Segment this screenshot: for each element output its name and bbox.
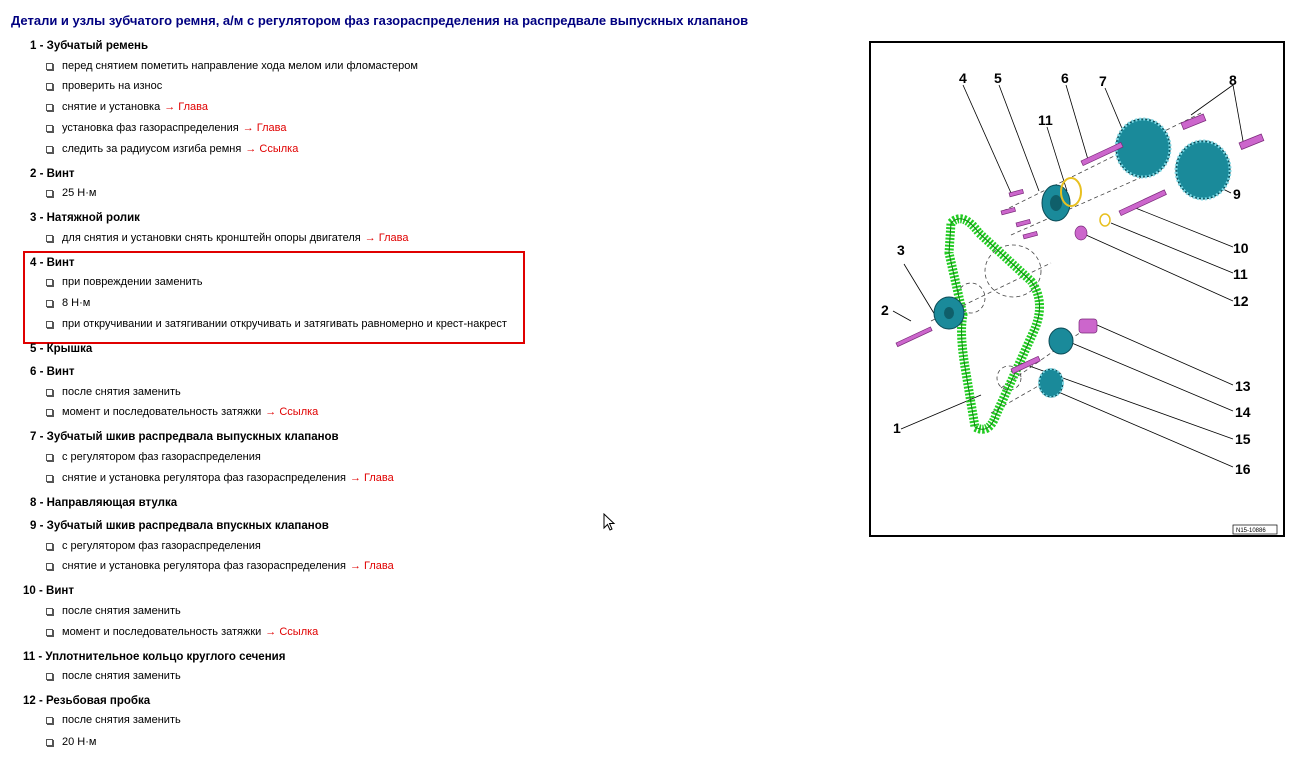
item-text: для снятия и установки снять кронштейн опоры двигателя xyxy=(62,232,361,244)
checkbox-bullet-icon xyxy=(46,83,53,90)
callout-3: 3 xyxy=(897,242,905,258)
part-heading: 12 - Резьбовая пробка xyxy=(23,695,151,707)
link-arrow-icon: → xyxy=(164,101,176,113)
list-item xyxy=(46,540,261,552)
link-arrow-icon: → xyxy=(245,143,257,155)
reference-link[interactable] xyxy=(265,406,318,418)
list-item xyxy=(46,143,298,155)
list-item xyxy=(46,736,96,748)
bolt xyxy=(1023,231,1038,238)
list-item xyxy=(46,386,181,398)
callout-2: 2 xyxy=(881,302,889,318)
part-heading: 2 - Винт xyxy=(30,168,75,180)
checkbox-bullet-icon xyxy=(46,739,53,746)
item-text: снятие и установка регулятора фаз газораспределения xyxy=(62,560,346,572)
sleeve xyxy=(1079,319,1097,333)
callout-12: 12 xyxy=(1233,293,1249,309)
list-item xyxy=(46,605,181,617)
checkbox-bullet-icon xyxy=(46,673,53,680)
item-text: после снятия заменить xyxy=(62,386,181,398)
link-label: Глава xyxy=(178,101,208,113)
checkbox-bullet-icon xyxy=(46,104,53,111)
part-heading: 9 - Зубчатый шкив распредвала впускных клапанов xyxy=(30,520,329,532)
link-label: Ссылка xyxy=(279,626,319,638)
leader-line xyxy=(1067,341,1233,411)
link-arrow-icon: → xyxy=(349,560,361,572)
part-heading: 11 - Уплотнительное кольцо круглого сечения xyxy=(23,651,286,663)
item-text: после снятия заменить xyxy=(62,605,181,617)
leader-line xyxy=(1097,325,1233,385)
checkbox-bullet-icon xyxy=(46,279,53,286)
callout-9: 9 xyxy=(1233,186,1241,202)
chapter-link[interactable] xyxy=(350,472,394,484)
callout-14: 14 xyxy=(1235,404,1251,420)
checkbox-bullet-icon xyxy=(46,235,53,242)
reference-link[interactable] xyxy=(265,626,318,638)
chapter-link[interactable] xyxy=(350,560,394,572)
link-arrow-icon: → xyxy=(349,472,361,484)
checkbox-bullet-icon xyxy=(46,63,53,70)
leader-line xyxy=(999,85,1039,191)
list-item xyxy=(46,297,90,309)
link-label: Глава xyxy=(364,472,394,484)
callout-8: 8 xyxy=(1229,72,1237,88)
checkbox-bullet-icon xyxy=(46,629,53,636)
checkbox-bullet-icon xyxy=(46,608,53,615)
list-item xyxy=(46,276,202,288)
part-heading: 3 - Натяжной ролик xyxy=(30,212,140,224)
checkbox-bullet-icon xyxy=(46,475,53,482)
chapter-link[interactable] xyxy=(164,101,208,113)
checkbox-bullet-icon xyxy=(46,543,53,550)
checkbox-bullet-icon xyxy=(46,454,53,461)
tensioner-roller xyxy=(934,297,964,329)
timing-belt-diagram xyxy=(871,43,1283,535)
item-text: проверить на износ xyxy=(62,80,163,92)
callout-1: 1 xyxy=(893,420,901,436)
item-text: 25 Н·м xyxy=(62,187,97,199)
item-text: после снятия заменить xyxy=(62,670,181,682)
link-arrow-icon: → xyxy=(364,232,376,244)
leader-line xyxy=(1086,235,1233,301)
part-heading: 8 - Направляющая втулка xyxy=(30,497,178,509)
callout-15: 15 xyxy=(1235,431,1251,447)
leader-line xyxy=(893,311,911,321)
intake-camshaft-sprocket xyxy=(1176,141,1230,199)
figure-code: N15-10886 xyxy=(1236,528,1266,534)
leader-line xyxy=(1133,207,1233,247)
callout-6: 6 xyxy=(1061,70,1069,86)
bolt xyxy=(1016,219,1031,226)
reference-link[interactable] xyxy=(245,143,298,155)
callout-7: 7 xyxy=(1099,73,1107,89)
item-text: снятие и установка регулятора фаз газораспределения xyxy=(62,472,346,484)
item-text: с регулятором фаз газораспределения xyxy=(62,451,261,463)
item-text: установка фаз газораспределения xyxy=(62,122,239,134)
mouse-cursor-icon xyxy=(603,513,617,533)
callout-13: 13 xyxy=(1235,378,1251,394)
guide-sleeve xyxy=(1239,134,1264,149)
callout-11: 11 xyxy=(1038,112,1053,128)
leader-line xyxy=(1111,223,1233,273)
chapter-link[interactable] xyxy=(365,232,409,244)
part-heading: 4 - Винт xyxy=(30,257,75,269)
link-label: Глава xyxy=(256,122,287,134)
leader-line xyxy=(1049,388,1233,467)
part-heading: 10 - Винт xyxy=(23,585,74,597)
link-label: Глава xyxy=(364,560,394,572)
page-title: Детали и узлы зубчатого ремня, а/м с регулятором фаз газораспределения на распредвале выпускных клапанов xyxy=(11,13,749,28)
checkbox-bullet-icon xyxy=(46,409,53,416)
list-item xyxy=(46,626,318,638)
callout-5: 5 xyxy=(994,70,1002,86)
item-text: с регулятором фаз газораспределения xyxy=(62,540,261,552)
list-item xyxy=(46,122,286,134)
list-item xyxy=(46,451,261,463)
checkbox-bullet-icon xyxy=(46,321,53,328)
leader-line xyxy=(1233,85,1243,141)
checkbox-bullet-icon xyxy=(46,563,53,570)
link-arrow-icon: → xyxy=(242,122,254,134)
item-text: после снятия заменить xyxy=(62,714,181,726)
item-text: момент и последовательность затяжки xyxy=(62,406,262,418)
list-item xyxy=(46,670,181,682)
crank-sprocket xyxy=(1039,369,1063,397)
checkbox-bullet-icon xyxy=(46,190,53,197)
bolt xyxy=(1001,207,1016,214)
exhaust-camshaft-sprocket xyxy=(1116,119,1170,177)
leader-line xyxy=(1066,85,1089,163)
o-ring-small xyxy=(1100,214,1110,226)
checkbox-bullet-icon xyxy=(46,125,53,132)
checkbox-bullet-icon xyxy=(46,717,53,724)
bolt xyxy=(896,327,932,347)
list-item xyxy=(46,406,318,418)
highlight-box xyxy=(23,251,525,344)
part-heading: 1 - Зубчатый ремень xyxy=(30,40,149,52)
item-text: при откручивании и затягивании откручивать и затягивать равномерно и крест-накрест xyxy=(62,318,507,330)
link-arrow-icon: → xyxy=(265,406,277,418)
leader-line xyxy=(963,85,1011,193)
chapter-link[interactable] xyxy=(243,122,287,134)
callout-11: 11 xyxy=(1233,266,1248,282)
item-text: следить за радиусом изгиба ремня xyxy=(62,143,242,155)
bolt xyxy=(1119,190,1166,216)
link-label: Глава xyxy=(378,232,409,244)
list-item xyxy=(46,560,394,572)
item-text: 20 Н·м xyxy=(62,736,97,748)
callout-4: 4 xyxy=(959,70,967,86)
list-item xyxy=(46,80,162,92)
item-text: при повреждении заменить xyxy=(62,276,203,288)
exploded-view-figure xyxy=(869,41,1285,537)
leader-line xyxy=(1191,85,1233,115)
axis-line xyxy=(1003,113,1201,211)
item-text: снятие и установка xyxy=(62,101,161,113)
list-item xyxy=(46,232,409,244)
toothed-belt xyxy=(949,219,1040,430)
list-item xyxy=(46,60,418,72)
list-item xyxy=(46,101,208,113)
list-item xyxy=(46,187,96,199)
part-heading: 6 - Винт xyxy=(30,366,75,378)
link-label: Ссылка xyxy=(259,143,299,155)
checkbox-bullet-icon xyxy=(46,146,53,153)
part-heading: 7 - Зубчатый шкив распредвала выпускных клапанов xyxy=(30,431,339,443)
list-item xyxy=(46,472,394,484)
screw-plug xyxy=(1075,226,1087,240)
callout-16: 16 xyxy=(1235,461,1251,477)
list-item xyxy=(46,714,181,726)
checkbox-bullet-icon xyxy=(46,389,53,396)
part-heading: 5 - Крышка xyxy=(30,343,93,355)
link-arrow-icon: → xyxy=(265,626,277,638)
checkbox-bullet-icon xyxy=(46,300,53,307)
callout-10: 10 xyxy=(1233,240,1249,256)
idler-roller xyxy=(1049,328,1073,354)
item-text: момент и последовательность затяжки xyxy=(62,626,262,638)
bolt xyxy=(1009,189,1024,196)
link-label: Ссылка xyxy=(279,406,319,418)
item-text: 8 Н·м xyxy=(62,297,91,309)
list-item xyxy=(46,318,507,330)
leader-line xyxy=(904,264,935,315)
item-text: перед снятием пометить направление хода мелом или фломастером xyxy=(62,60,418,72)
